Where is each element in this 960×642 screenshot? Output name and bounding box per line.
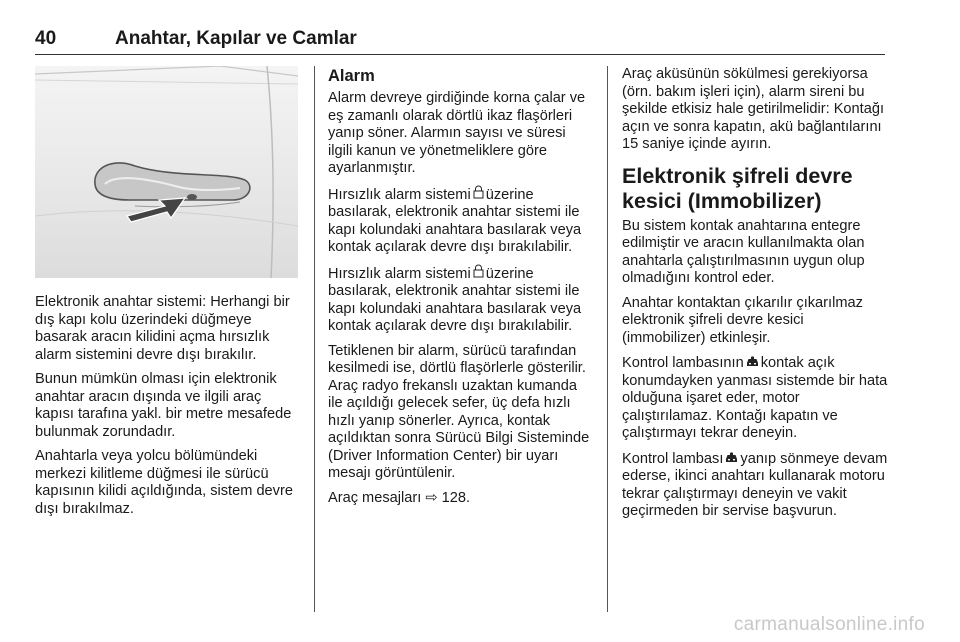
- paragraph-text: üzerine basılarak, elektronik anahtar sistemi ile kapı kolundaki anahtara basılarak veya kontak açılarak devre dışı bırakılabilir.: [328, 265, 582, 334]
- paragraph: Anahtarla veya yolcu bölümündeki merkezi kilitleme düğmesi ile sürücü kapısının kilidi açıldığında, sistem devre dışı bırakılmaz.: [35, 448, 293, 517]
- paragraph-text: üzerine basılarak, elektronik anahtar sistemi ile kapı kolundaki anahtara basılarak veya kontak açılarak devre dışı bırakılabilir.: [328, 186, 582, 255]
- paragraph: [328, 264, 593, 336]
- paragraph-text: Hırsızlık alarm sistemi: [328, 265, 471, 282]
- reference-text: Araç mesajları: [328, 489, 422, 506]
- paragraph: Alarm devreye girdiğinde korna çalar ve eş zamanlı olarak dörtlü ikaz flaşörleri yanıp söner. Alarmın sayısı ve süresi ilgili kanun ve yönetmeliklere göre ayarlanmıştır.: [328, 90, 586, 176]
- page-header: [35, 24, 885, 55]
- paragraph: [622, 450, 888, 521]
- section-heading-immobilizer: Elektronik şifreli devre kesici (Immobilizer): [622, 163, 853, 213]
- paragraph: Araç aküsünün sökülmesi gerekiyorsa (örn. bakım işleri için), alarm sireni bu şekilde etkisiz hale getirilmelidir: Kontağı açın ve sonra kapatın, akü bağlantılarını 15 saniye içinde ayırın.: [622, 66, 884, 152]
- chapter-title: Anahtar, Kapılar ve Camlar: [115, 28, 357, 49]
- column-3: [622, 66, 888, 528]
- figure-caption: Elektronik anahtar sistemi: Herhangi bir dış kapı kolu üzerindeki düğmeye basarak aracın kilidini açma hırsızlık alarm sistemini devre dışı bırakılır.: [35, 294, 290, 363]
- section-heading-alarm: Alarm: [328, 67, 375, 85]
- door-handle-illustration: [35, 66, 298, 278]
- column-divider-1: [314, 66, 315, 612]
- paragraph: Bu sistem kontak anahtarına entegre edilmiştir ve aracın kullanılmakta olan anahtarla çalıştırılmasının uygun olup olmadığını kontrol eder.: [622, 217, 865, 286]
- paragraph: Anahtar kontaktan çıkarılır çıkarılmaz elektronik şifreli devre kesici (immobilizer) etkinleşir.: [622, 294, 863, 346]
- paragraph: [622, 354, 888, 443]
- page-number: 40: [35, 28, 57, 49]
- reference-arrow-icon: ⇨: [425, 489, 438, 506]
- paragraph-text: Hırsızlık alarm sistemi: [328, 186, 471, 203]
- paragraph-text: kontak açık konumdayken yanması sistemde bir hata olduğuna işaret eder, motor çalıştırılamaz. Kontağı kapatın ve çalıştırmayı tekrar deneyin.: [622, 355, 888, 441]
- paragraph: [328, 185, 593, 257]
- cross-reference: [328, 490, 593, 508]
- column-1: [35, 66, 300, 525]
- reference-page: 128.: [441, 489, 471, 506]
- column-divider-2: [607, 66, 608, 612]
- paragraph: Tetiklenen bir alarm, sürücü tarafından kesilmedi ise, dörtlü flaşörlerle gösterilir. Araç radyo frekanslı uzaktan kumanda ile açıldığı gelecek sefer, üç defa hızlı hızlı yanıp sönerler. Ayrıca, kontak açıldıktan sonra Sürücü Bilgi Sisteminde (Driver Information Center) bir uyarı mesajı görüntülenir.: [328, 342, 590, 481]
- column-2: [328, 66, 593, 514]
- lock-icon: [473, 264, 484, 283]
- paragraph-text: yanıp sönmeye devam ederse, ikinci anahtarı kullanarak motoru tekrar çalıştırmayı deneyin ve vakit geçirmeden bir servise başvurun.: [622, 450, 888, 519]
- paragraph: Bunun mümkün olması için elektronik anahtar aracın dışında ve ilgili araç kapısı tarafına yakl. bir metre mesafede bulunmak zorundadır.: [35, 371, 292, 440]
- paragraph-text: Kontrol lambası: [622, 450, 724, 467]
- watermark: carmanualsonline.info: [733, 614, 925, 635]
- immobilizer-car-key-icon: [725, 450, 738, 468]
- door-handle-image: [35, 66, 298, 278]
- immobilizer-car-key-icon: [746, 354, 759, 372]
- paragraph-text: Kontrol lambasının: [622, 355, 744, 371]
- lock-icon: [473, 185, 484, 204]
